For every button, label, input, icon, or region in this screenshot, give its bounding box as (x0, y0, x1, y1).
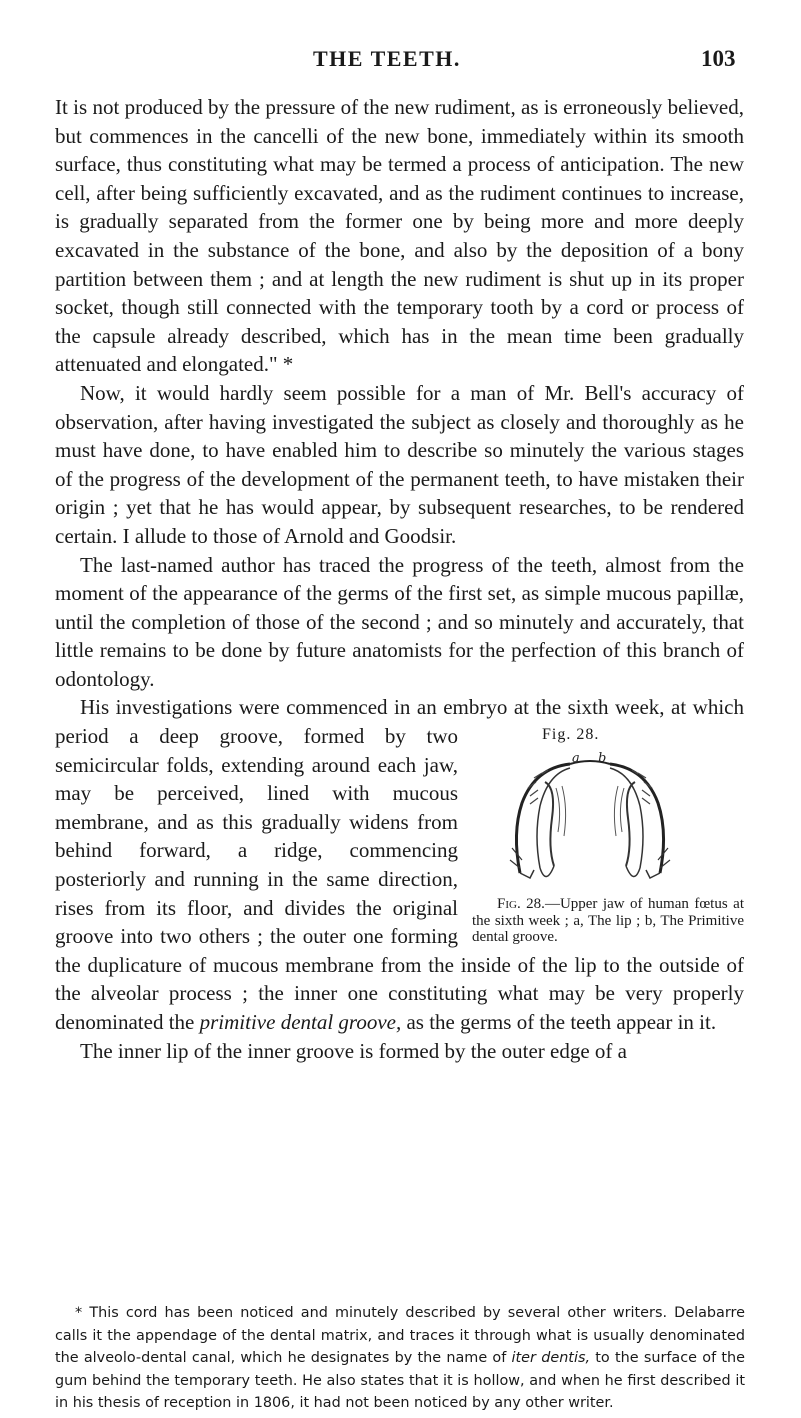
footnote-italic-term: iter dentis, (511, 1350, 591, 1366)
running-title: THE TEETH. (313, 46, 461, 71)
figure-caption (472, 896, 744, 946)
paragraph-2: Now, it would hardly seem possible for a man of Mr. Bell's accuracy of observation, after having investigated the subject as closely and thoroughly as he must have done, to have enabled him to describe so minutely the various stages of the progress of the development of the permanent teeth, to have mistaken their origin ; yet that he has would appear, by subsequent researches, to be rendered certain. I allude to those of Arnold and Goodsir. (55, 380, 744, 548)
figure-letter-b: b (598, 751, 607, 767)
paragraph-4-end: as the germs of the teeth appear in it. (406, 1010, 717, 1034)
paragraph-1: It is not produced by the pressure of the new rudiment, as is erroneously believed, but commences in the cancelli of the new bone, immediately within its smooth surface, thus constituting what may be termed a process of anticipation. The new cell, after being sufficiently excavated, and as the rudiment continues to increase, is gradually separated from the former one by being more and more deeply excavated in the substance of the bone, and also by the deposition of a bony partition between them ; and at length the new rudiment is shut up in its proper socket, though still connected with the temporary tooth by a cord or process of the capsule already described, which has in the mean time been gradually attenuated and elongated." * (55, 95, 744, 377)
primitive-dental-groove-term: primitive dental groove, (199, 1010, 402, 1034)
footnote-end: to the surface of the gum behind the temporary teeth. He also states that it is hollow, and when he first described it in his thesis of reception in 1806, it had not been noticed by any other writer. (55, 1350, 745, 1411)
paragraph-3: The last-named author has traced the progress of the teeth, almost from the moment of the appearance of the germs of the first set, as simple mucous papillæ, until the completion of those of the second ; and so minutely and accurately, that little remains to be done by future anatomists for the perfection of this branch of odontology. (55, 552, 744, 691)
figure-caption-text: —Upper jaw of human fœtus at the sixth week ; a, The lip ; b, The Primitive dental groove. (472, 896, 744, 946)
footnote (55, 1302, 745, 1415)
footnote-text (55, 1302, 745, 1415)
paragraph-5: The inner lip of the inner groove is formed by the outer edge of a (80, 1038, 627, 1063)
page-header (0, 46, 801, 78)
footnote-body: * This cord has been noticed and minutely described by several other writers. Delabarre calls it the appendage of the dental matrix, and traces it through what is usually denominated the alveolo-dental canal, which he designates by the name of (55, 1305, 745, 1366)
main-text (55, 93, 744, 1065)
figure-letter-a: a (572, 751, 580, 767)
paragraph-4 (55, 693, 744, 1036)
paragraph-4-first-line: His investigations were commenced in an embryo at the sixth week, (80, 695, 665, 720)
page-number: 103 (701, 46, 736, 71)
upper-jaw-illustration (500, 748, 680, 890)
figure-caption-label: Fig. 28. (497, 896, 545, 913)
figure-28 (472, 726, 744, 946)
figure-label: Fig. 28. (542, 726, 600, 744)
paragraph-4-body: at which period a deep groove, formed by two semicircular folds, extending around each jaw, may be perceived, lined with mucous membrane, and as this gradually widens from behind forward, a ridge, commencing posteriorly and running in the same direction, rises from its floor, and divides the original groove into two others ; the outer one forming the duplicature of mucous membrane from the inside of the lip to the outside of the alveolar process ; the inner one constituting what may be very properly denominated the (55, 695, 744, 1034)
